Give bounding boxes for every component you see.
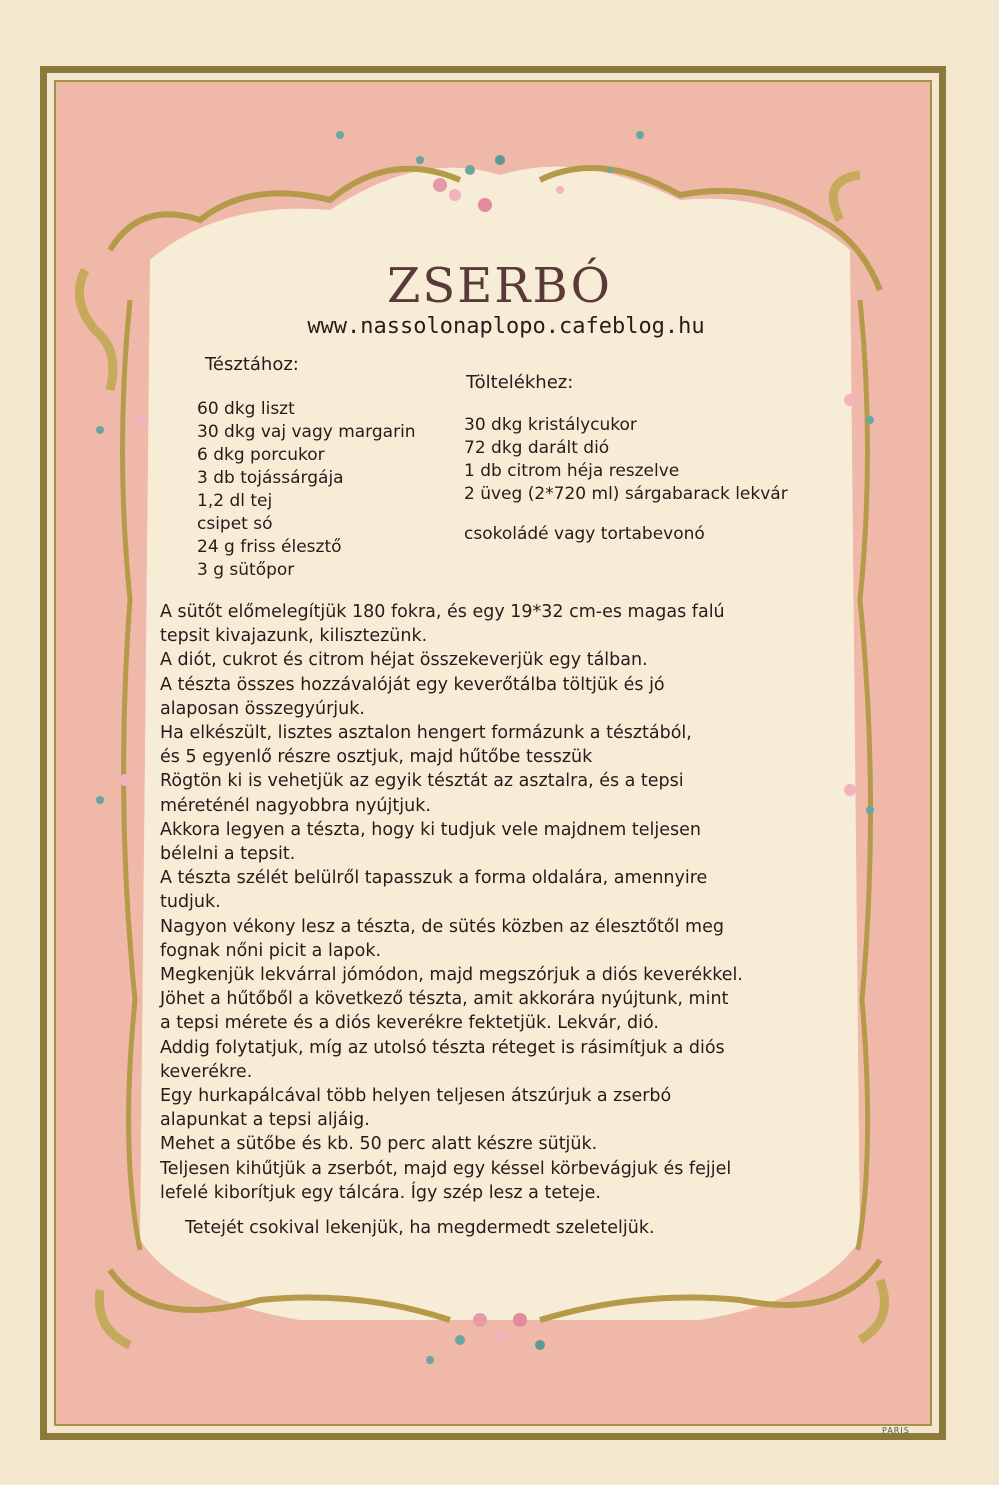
instruction-line: A tészta összes hozzávalóját egy keverőtálba töltjük és jó [160, 674, 665, 695]
list-item: 6 dkg porcukor [197, 445, 325, 465]
instruction-line: Akkora legyen a tészta, hogy ki tudjuk vele majdnem teljesen [160, 819, 701, 840]
list-item: 24 g friss élesztő [197, 537, 342, 557]
instruction-line: a tepsi mérete és a diós keverékre fektetjük. Lekvár, dió. [160, 1013, 659, 1034]
instruction-line: alapunkat a tepsi aljáig. [160, 1110, 370, 1131]
list-item: 1,2 dl tej [197, 491, 273, 511]
list-item: 72 dkg darált dió [464, 438, 610, 458]
instruction-line: lefelé kiborítjuk egy tálcára. Így szép lesz a teteje. [160, 1182, 601, 1203]
list-item: 3 g sütőpor [197, 560, 295, 580]
filling-ingredients [464, 414, 788, 506]
instruction-line: A sütőt előmelegítjük 180 fokra, és egy 19*32 cm-es magas falú [160, 602, 725, 622]
instruction-line: tudjuk. [160, 892, 221, 913]
dough-ingredients [197, 398, 416, 582]
instruction-line: A diót, cukrot és citrom héjat összekeverjük egy tálban. [160, 650, 648, 671]
instruction-line: bélelni a tepsit. [160, 844, 296, 865]
list-item: csipet só [197, 514, 273, 534]
list-item: 1 db citrom héja reszelve [464, 461, 680, 481]
instruction-line: A tészta szélét belülről tapasszuk a forma oldalára, amennyire [160, 868, 708, 889]
instruction-line: Teljesen kihűtjük a zserbót, majd egy késsel körbevágjuk és fejjel [160, 1158, 732, 1179]
instruction-line: és 5 egyenlő részre osztjuk, majd hűtőbe tesszük [160, 747, 593, 768]
list-item: 30 dkg vaj vagy margarin [197, 422, 416, 442]
instructions [160, 600, 860, 1205]
instruction-line: Ha elkészült, lisztes asztalon hengert formázunk a tésztából, [160, 723, 692, 744]
instruction-line: keverékre. [160, 1061, 253, 1082]
dough-heading: Tésztához: [205, 354, 299, 375]
instruction-line: Jöhet a hűtőből a következő tészta, amit akkorára nyújtunk, mint [160, 989, 729, 1010]
printer-imprint: PARIS [882, 1426, 910, 1435]
filling-heading: Töltelékhez: [466, 372, 574, 393]
list-item: 2 üveg (2*720 ml) sárgabarack lekvár [464, 484, 788, 504]
list-item: 3 db tojássárgája [197, 468, 344, 488]
instruction-line: Mehet a sütőbe és kb. 50 perc alatt készre sütjük. [160, 1134, 598, 1155]
filling-extra: csokoládé vagy tortabevonó [464, 524, 705, 544]
instruction-line: méreténél nagyobbra nyújtjuk. [160, 795, 431, 816]
instruction-line: Nagyon vékony lesz a tészta, de sütés közben az élesztőtől meg [160, 916, 724, 937]
instruction-line: Rögtön ki is vehetjük az egyik tésztát az asztalra, és a tepsi [160, 771, 684, 792]
instruction-line: Megkenjük lekvárral jómódon, majd megszórjuk a diós keverékkel. [160, 965, 743, 986]
list-item: 60 dkg liszt [197, 399, 295, 419]
instruction-line: Addig folytatjuk, míg az utolsó tészta réteget is rásimítjuk a diós [160, 1037, 725, 1058]
list-item: 30 dkg kristálycukor [464, 415, 637, 435]
instruction-line: Egy hurkapálcával több helyen teljesen átszúrjuk a zserbó [160, 1086, 672, 1107]
instruction-line: alaposan összegyúrjuk. [160, 698, 365, 719]
instruction-line: tepsit kivajazunk, kilisztezünk. [160, 626, 428, 647]
instruction-line: fognak nőni picit a lapok. [160, 940, 382, 961]
blog-url: www.nassolonaplopo.cafeblog.hu [307, 314, 705, 339]
final-note: Tetejét csokival lekenjük, ha megdermedt szeleteljük. [185, 1218, 655, 1238]
recipe-title: ZSERBÓ [387, 258, 612, 314]
